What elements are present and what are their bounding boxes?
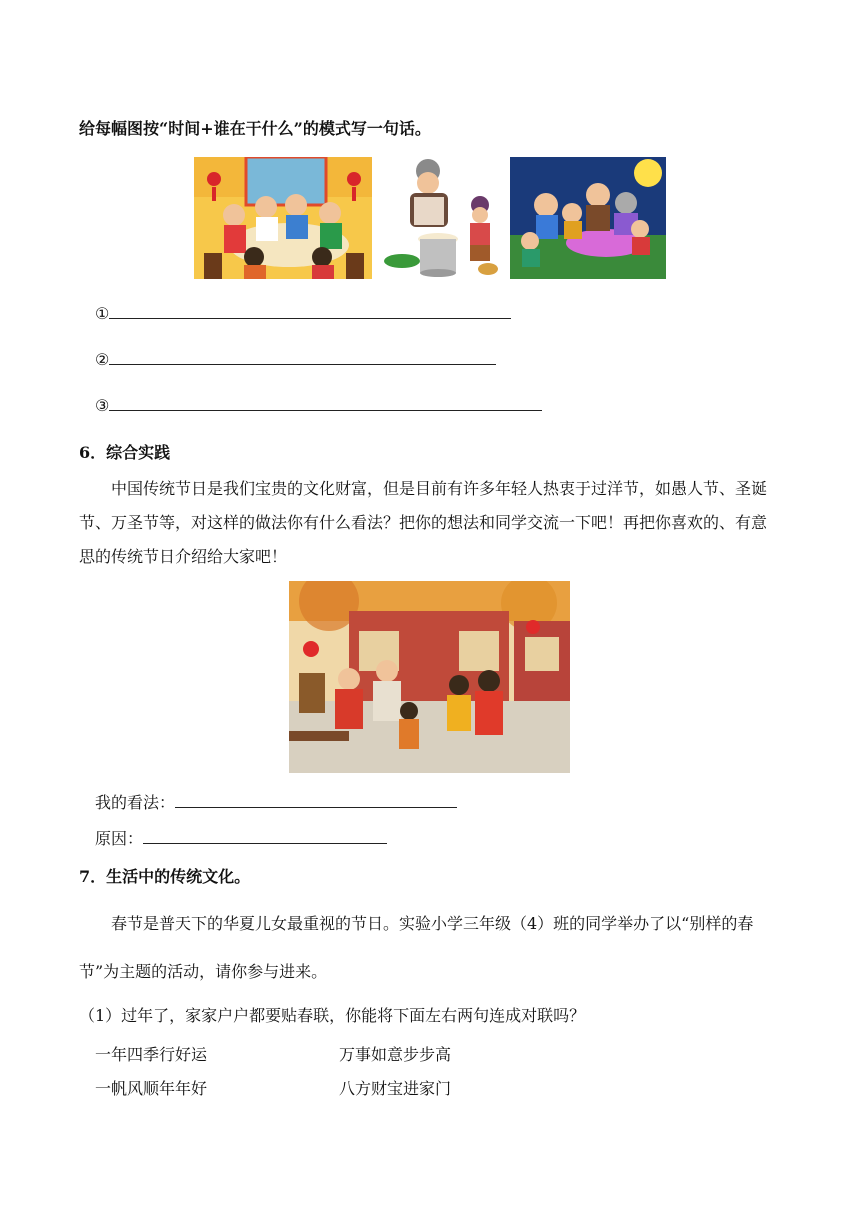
answer-line-2 xyxy=(95,348,496,369)
q6-paragraph: 中国传统节日是我们宝贵的文化财富，但是目前有许多年轻人热衷于过洋节，如愚人节、圣诞节、万圣节等，对这样的做法你有什么看法？把你的想法和同学交流一下吧！再把你喜欢的、有意思的传统节日介绍给大家吧！ xyxy=(79,479,768,566)
blank-line[interactable] xyxy=(109,348,496,365)
reunion-dinner-image xyxy=(194,157,372,279)
couplet-right-2: 八方财宝进家门 xyxy=(339,1079,452,1098)
making-zongzi-image xyxy=(380,157,504,279)
q7-sub1: （1）过年了，家家户户都要贴春联，你能将下面左右两句连成对联吗？ xyxy=(79,1006,586,1025)
q7-paragraph: 春节是普天下的华夏儿女最重视的节日。实验小学三年级（4）班的同学举办了以“别样的春节”为主题的活动，请你参与进来。 xyxy=(79,914,754,981)
item-marker: ③ xyxy=(95,396,110,415)
opinion-label: 我的看法： xyxy=(95,793,176,812)
answer-line-1 xyxy=(95,302,511,323)
item-marker: ① xyxy=(95,304,110,323)
spring-festival-courtyard-image xyxy=(289,581,570,773)
q7-heading: 7．生活中的传统文化。 xyxy=(79,867,251,886)
couplet-right-1: 万事如意步步高 xyxy=(339,1045,452,1064)
answer-line-3 xyxy=(95,394,542,415)
item-marker: ② xyxy=(95,350,110,369)
q5-instruction: 给每幅图按“时间+谁在干什么”的模式写一句话。 xyxy=(79,119,431,138)
reason-label: 原因： xyxy=(95,829,144,848)
blank-line[interactable] xyxy=(109,302,511,319)
couplet-left-2: 一帆风顺年年好 xyxy=(95,1079,208,1098)
mid-autumn-family-image xyxy=(510,157,666,279)
blank-line[interactable] xyxy=(109,394,542,411)
reason-row xyxy=(95,826,387,849)
opinion-row xyxy=(95,790,457,813)
couplet-left-1: 一年四季行好运 xyxy=(95,1045,208,1064)
q6-heading: 6．综合实践 xyxy=(79,443,171,462)
reason-blank[interactable] xyxy=(143,827,387,844)
opinion-blank[interactable] xyxy=(175,791,457,808)
